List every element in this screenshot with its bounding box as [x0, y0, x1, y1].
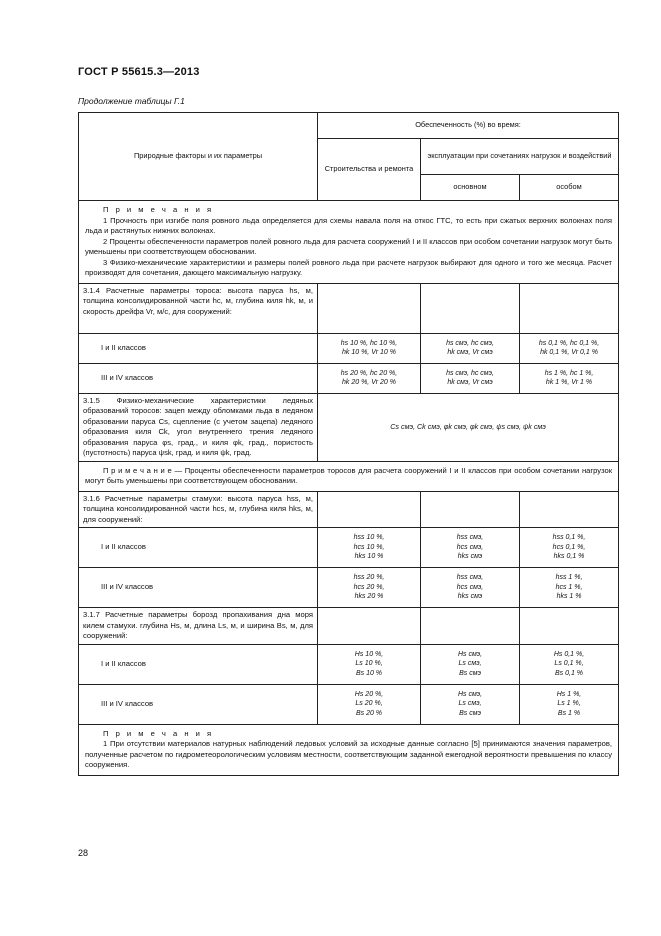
value-line: hks 0,1 % — [553, 553, 585, 561]
value-line: hcs 0,1 %, — [552, 543, 586, 551]
value-line: hs 20 %, hc 20 %, — [340, 369, 398, 377]
value-line: Hs 10 %, — [354, 650, 384, 658]
document-header: ГОСТ Р 55615.3—2013 — [78, 66, 200, 78]
value-special — [520, 644, 619, 684]
empty-cell — [421, 283, 520, 333]
page-number: 28 — [78, 848, 89, 858]
value-line: hcs 20 %, — [353, 583, 385, 591]
note-item: 1 Прочность при изгибе поля ровного льда определяется для схемы навала поля на откос ГТС, то есть при сжатых верхних волокнах поля льда и растянутых нижних волокнах. — [85, 215, 613, 235]
value-line: hcs смэ, — [456, 583, 484, 591]
value-line: hs смэ, hc смэ, — [446, 369, 494, 377]
value-construction — [318, 528, 421, 568]
value-line: Bs 20 % — [355, 709, 383, 717]
value-line: Bs 10 % — [355, 669, 383, 677]
value-line: hs 10 %, hc 10 %, — [340, 339, 398, 347]
param-stamukha: 3.1.6 Расчетные параметры стамухи: высота паруса hss, м, толщина консолидированной части hcs, м, глубина киля hks, м, для сооружений: — [79, 491, 318, 528]
empty-cell — [421, 608, 520, 645]
class-label: I и II классов — [79, 644, 318, 684]
value-line: Hs 0,1 %, — [553, 650, 585, 658]
note-title: П р и м е ч а н и я — [103, 205, 214, 214]
value-ice-formations: Cs смэ, Ck смэ, φk смэ, φk смэ, ψs смэ, ψk смэ — [318, 393, 619, 461]
value-special — [520, 684, 619, 724]
value-line: hk смэ, Vr смэ — [447, 349, 493, 356]
value-line: hk 1 %, Vr 1 % — [545, 379, 593, 386]
empty-cell — [520, 608, 619, 645]
value-basic — [421, 644, 520, 684]
value-line: hss смэ, — [456, 574, 484, 582]
notes-source-data — [79, 724, 619, 775]
empty-cell — [318, 283, 421, 333]
empty-cell — [520, 491, 619, 528]
class-label: III и IV классов — [79, 684, 318, 724]
value-line: Bs смэ — [459, 669, 481, 677]
value-line: hks 10 % — [354, 553, 384, 561]
value-line: hss 1 %, — [555, 574, 583, 582]
value-construction — [318, 363, 421, 393]
header-construction: Строительства и ремонта — [318, 139, 421, 201]
empty-cell — [421, 491, 520, 528]
value-basic — [421, 684, 520, 724]
value-special — [520, 568, 619, 608]
value-line: hks смэ — [457, 553, 483, 561]
class-label: III и IV классов — [79, 568, 318, 608]
value-special — [520, 528, 619, 568]
value-line: hs 1 %, hc 1 %, — [544, 369, 594, 377]
value-line: hks смэ — [457, 593, 483, 601]
value-line: Ls 0,1 %, — [554, 660, 584, 668]
value-line: Ls 10 %, — [355, 660, 383, 668]
value-line: Ls смэ, — [458, 660, 482, 668]
class-label: I и II классов — [79, 528, 318, 568]
value-line: Hs 20 %, — [354, 690, 384, 698]
value-construction — [318, 644, 421, 684]
class-label: III и IV классов — [79, 363, 318, 393]
empty-cell — [520, 283, 619, 333]
value-line: hks 20 % — [354, 593, 384, 601]
value-line: Ls смэ, — [458, 700, 482, 708]
value-line: Hs смэ, — [457, 690, 483, 698]
value-line: hss 20 %, — [353, 574, 385, 582]
value-line: hk 0,1 %, Vr 0,1 % — [540, 349, 598, 356]
value-basic — [421, 528, 520, 568]
value-line: Bs смэ — [459, 709, 481, 717]
table-continuation-caption: Продолжение таблицы Г.1 — [78, 96, 185, 106]
value-line: hk 10 %, Vr 10 % — [342, 349, 396, 356]
param-ice-formations: 3.1.5 Физико-механические характеристики ледяных образований торосов: зацеп между обломками льда в ледяном образовании паруса Cs, сцепление (с учетом зацепа) ледяного образования киля Ck, угол внутреннего трения ледяного образования паруса φs, град., и киля φk, град., пористость (пустотность) паруса ψsk, град. и киля ψk, град. — [79, 393, 318, 461]
value-special — [520, 333, 619, 363]
value-line: Bs 1 % — [557, 709, 581, 717]
value-special — [520, 363, 619, 393]
value-basic — [421, 568, 520, 608]
empty-cell — [318, 608, 421, 645]
notes-ice-fields — [79, 201, 619, 284]
header-provision: Обеспеченность (%) во время: — [318, 113, 619, 139]
value-line: hks 1 % — [556, 593, 582, 601]
value-line: Ls 1 %, — [557, 700, 581, 708]
header-special: особом — [520, 175, 619, 201]
value-line: hcs 1 %, — [555, 583, 583, 591]
header-factors: Природные факторы и их параметры — [79, 113, 318, 201]
value-line: Hs смэ, — [457, 650, 483, 658]
value-line: Bs 0,1 % — [555, 669, 584, 677]
table-g1 — [78, 112, 619, 776]
value-line: hss 0,1 %, — [552, 534, 586, 542]
value-line: Ls 20 %, — [355, 700, 383, 708]
empty-cell — [318, 491, 421, 528]
note-item: 1 При отсутствии материалов натурных наблюдений ледовых условий за исходные данные согласно [5] принимаются значения параметров, полученные расчетом по гидрометеорологическим условиям местности, соответствующим заданной ежегодной вероятности превышения по классу сооружения. — [85, 739, 613, 769]
value-basic — [421, 333, 520, 363]
note-title: П р и м е ч а н и я — [103, 728, 214, 738]
class-label: I и II классов — [79, 333, 318, 363]
value-line: hs 0,1 %, hc 0,1 %, — [538, 339, 600, 347]
header-operation: эксплуатации при сочетаниях нагрузок и воздействий — [421, 139, 619, 175]
header-basic: основном — [421, 175, 520, 201]
value-line: hk смэ, Vr смэ — [447, 379, 493, 386]
value-line: hss смэ, — [456, 534, 484, 542]
note-item: 2 Проценты обеспеченности параметров полей ровного льда для расчета сооружений I и II классов при особом сочетании нагрузок могут быть уменьшены при соответствующем обосновании. — [85, 236, 613, 256]
value-line: hcs 10 %, — [353, 543, 385, 551]
value-line: hs смэ, hc смэ, — [446, 339, 494, 347]
param-furrows: 3.1.7 Расчетные параметры борозд пропахивания дна моря килем стамухи. глубина Hs, м, длина Ls, м, и ширина Bs, м, для сооружений: — [79, 608, 318, 645]
value-basic — [421, 363, 520, 393]
value-line: Hs 1 %, — [556, 690, 582, 698]
value-line: hk 20 %, Vr 20 % — [342, 379, 396, 386]
value-line: hcs смэ, — [456, 543, 484, 551]
value-construction — [318, 684, 421, 724]
note-hummocks: П р и м е ч а н и е — Проценты обеспеченности параметров торосов для расчета сооружений I и II классов при особом сочетании нагрузок могут быть уменьшены при соответствующем обосновании. — [79, 461, 619, 491]
value-construction — [318, 568, 421, 608]
param-hummock: 3.1.4 Расчетные параметры тороса: высота паруса hs, м, толщина консолидированной части hc, м, глубина киля hk, м, и скорость дрейфа Vr, м/с, для сооружений: — [79, 283, 318, 333]
value-construction — [318, 333, 421, 363]
note-item: 3 Физико-механические характеристики и размеры полей ровного льда при расчете нагрузок выбирают для одного и того же месяца. Расчет производят для сочетания, дающего максимальную нагрузку. — [85, 257, 613, 277]
value-line: hss 10 %, — [353, 534, 385, 542]
